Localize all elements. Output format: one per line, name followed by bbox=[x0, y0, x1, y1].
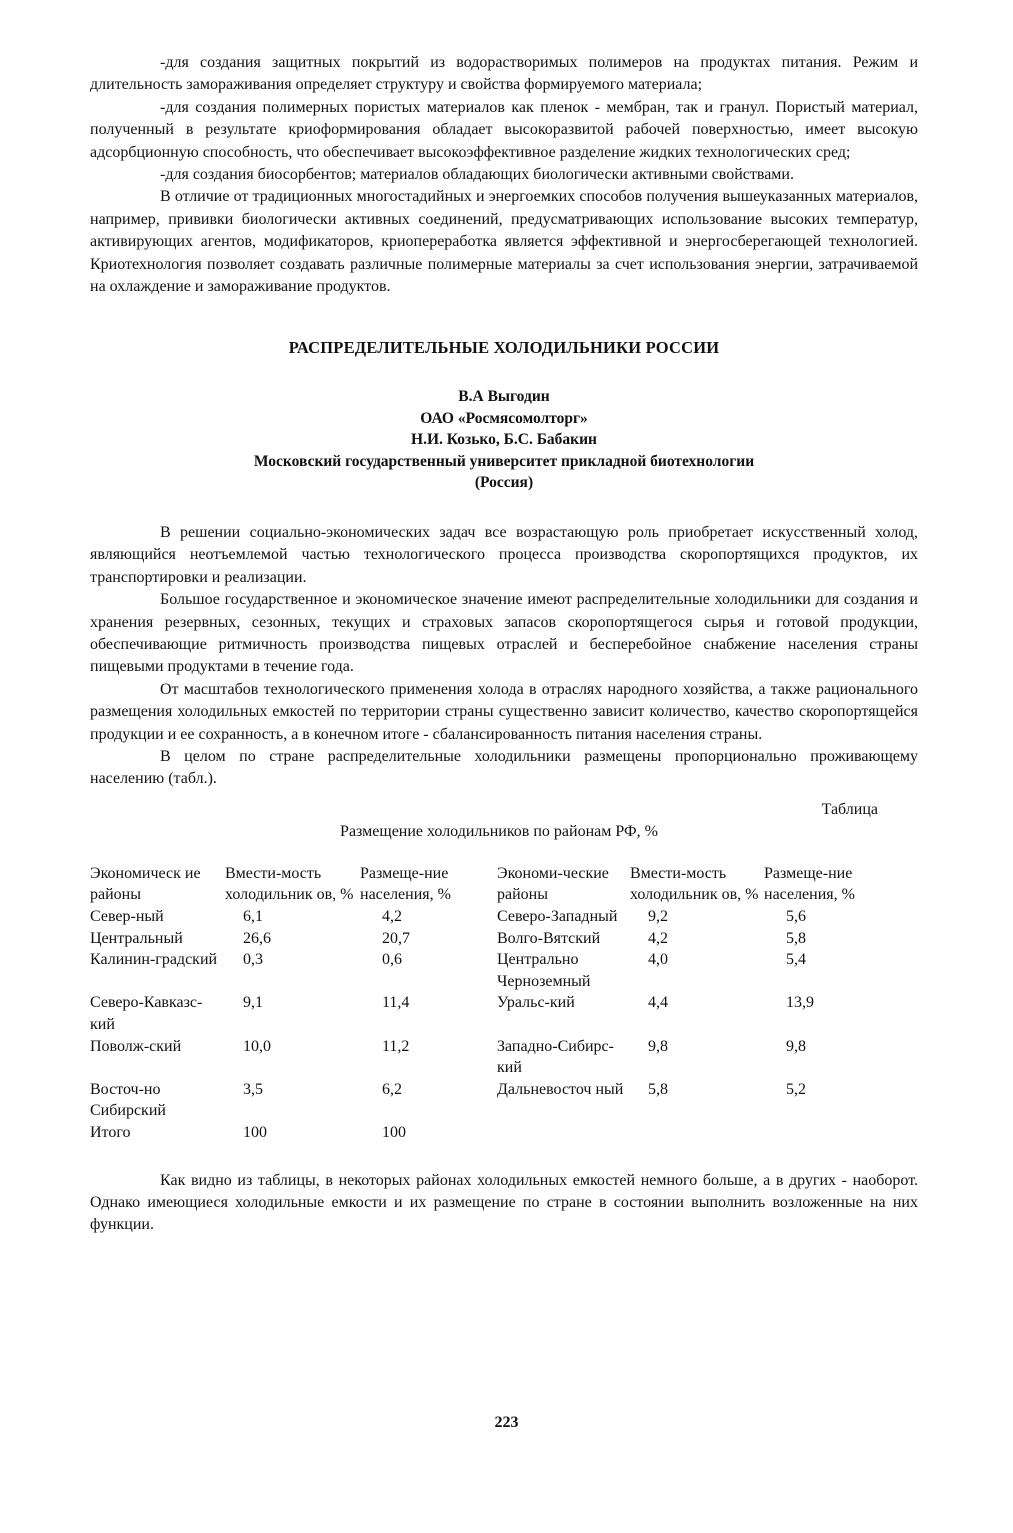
table-total-row bbox=[90, 1122, 890, 1144]
table-cell: 20,7 bbox=[382, 929, 410, 947]
affiliation-line-1: ОАО «Росмясомолторг» bbox=[420, 409, 588, 427]
table-cell: 11,4 bbox=[382, 994, 410, 1012]
author-line-2: Н.И. Козько, Б.С. Бабакин bbox=[411, 431, 597, 449]
table-row bbox=[90, 992, 890, 1035]
table-cell: Северо-Западный bbox=[497, 908, 618, 926]
table-cell bbox=[497, 1122, 630, 1144]
table-title: Размещение холодильников по районам РФ, % bbox=[340, 822, 658, 840]
table-row bbox=[90, 928, 890, 950]
table-cell: Итого bbox=[90, 1123, 131, 1141]
table-cell: 9,2 bbox=[648, 908, 668, 926]
table-cell: 100 bbox=[382, 1123, 406, 1141]
header-capacity-right: Вмести-мость холодильник ов, % bbox=[630, 864, 759, 904]
header-capacity-left: Вмести-мость холодильник ов, % bbox=[225, 864, 354, 904]
table-cell: Центрально Черноземный bbox=[497, 951, 591, 990]
table-cell: 0,3 bbox=[243, 951, 263, 969]
table-cell: 26,6 bbox=[243, 929, 271, 947]
table-cell: 13,9 bbox=[786, 994, 814, 1012]
table-cell: Северо-Кавказс-кий bbox=[90, 994, 203, 1033]
table-cell: 5,8 bbox=[648, 1080, 668, 1098]
table-cell: 11,2 bbox=[382, 1037, 410, 1055]
table-cell bbox=[630, 1122, 764, 1144]
table-cell: Поволж-ский bbox=[90, 1037, 182, 1055]
table-cell: 100 bbox=[243, 1123, 267, 1141]
table-cell: Восточ-но Сибирский bbox=[90, 1080, 166, 1120]
header-region-right: Экономи-ческие районы bbox=[497, 864, 609, 904]
table-cell bbox=[764, 1122, 890, 1144]
table-cell: 9,8 bbox=[648, 1037, 668, 1055]
refrigerator-distribution-table bbox=[90, 863, 890, 1144]
author-line-1: В.А Выгодин bbox=[458, 388, 550, 406]
body-paragraph-4: В целом по стране распределительные холодильники размещены пропорционально проживающему населению (табл.). bbox=[90, 748, 918, 788]
table-label: Таблица bbox=[821, 800, 878, 818]
body-paragraph-2: Большое государственное и экономическое значение имеют распределительные холодильники для создания и хранения резервных, сезонных, текущих и страховых запасов скоропортящегося сырья и готовой продукции, обеспечивающие ритмичность производства пищевых отраслей и бесперебойное снабжение населения страны пищевыми продуктами в течение года. bbox=[90, 591, 918, 676]
country-line: (Россия) bbox=[474, 474, 534, 492]
article-body bbox=[90, 522, 918, 791]
table-cell: 9,1 bbox=[243, 994, 263, 1012]
page-number: 223 bbox=[494, 1414, 519, 1431]
table-cell: 5,6 bbox=[786, 908, 806, 926]
table-cell: Центральный bbox=[90, 929, 183, 947]
header-population-left: Размеще-ние населения, % bbox=[360, 864, 451, 904]
table-cell: Уральс-кий bbox=[497, 994, 575, 1012]
article-title: РАСПРЕДЕЛИТЕЛЬНЫЕ ХОЛОДИЛЬНИКИ РОССИИ bbox=[288, 338, 720, 358]
table-row bbox=[90, 949, 890, 992]
table-row bbox=[90, 1079, 890, 1122]
table-cell: 4,2 bbox=[648, 929, 668, 947]
table-cell: 5,2 bbox=[786, 1080, 806, 1098]
closing-paragraph: Как видно из таблицы, в некоторых районах холодильных емкостей немного больше, а в других - наоборот. Однако имеющиеся холодильные емкости и их размещение по стране в состоянии выполнить возложенные на них функции. bbox=[90, 1171, 918, 1234]
author-block bbox=[90, 386, 918, 494]
table-cell: 5,8 bbox=[786, 929, 806, 947]
table-cell: Калинин-градский bbox=[90, 951, 218, 969]
intro-paragraph-3: -для создания биосорбентов; материалов обладающих биологически активными свойствами. bbox=[160, 166, 794, 184]
header-population-right: Размеще-ние населения, % bbox=[764, 864, 855, 904]
page-content bbox=[90, 52, 918, 1237]
body-paragraph-1: В решении социально-экономических задач все возрастающую роль приобретает искусственный холод, являющийся неотъемлемой частью технологического процесса производства скоропортящихся продуктов, их транспортировки и реализации. bbox=[90, 523, 918, 586]
table-cell: 5,4 bbox=[786, 951, 806, 969]
table-cell: 0,6 bbox=[382, 951, 402, 969]
table-cell: 6,1 bbox=[243, 908, 263, 926]
body-paragraph-3: От масштабов технологического применения холода в отраслях народного хозяйства, а также рационального размещения холодильных емкостей по территории страны существенно зависит количество, качество скоропортящейся продукции и ее сохранность, а в конечном итоге - сбалансированность питания населения страны. bbox=[90, 680, 918, 743]
header-region-left: Экономическ ие районы bbox=[90, 864, 201, 904]
table-cell: 6,2 bbox=[382, 1080, 402, 1098]
table-cell: 3,5 bbox=[243, 1080, 263, 1098]
affiliation-line-2: Московский государственный университет прикладной биотехнологии bbox=[253, 452, 755, 470]
table-cell: Север-ный bbox=[90, 908, 164, 926]
table-header-row bbox=[90, 863, 890, 906]
table-cell: 9,8 bbox=[786, 1037, 806, 1055]
table-cell: 4,4 bbox=[648, 994, 668, 1012]
intro-paragraph-4: В отличие от традиционных многостадийных и энергоемких способов получения вышеуказанных материалов, например, прививки биологически активных соединений, предусматривающих использование высоких температур, активирующих агентов, модификаторов, криопереработка является эффективной и энергосберегающей технологией. Криотехнология позволяет создавать различные полимерные материалы за счет использования энергии, затрачиваемой на охлаждение и замораживание продуктов. bbox=[90, 188, 918, 296]
table-row bbox=[90, 1036, 890, 1079]
intro-paragraph-1: -для создания защитных покрытий из водорастворимых полимеров на продуктах питания. Режим и длительность замораживания определяет структуру и свойства формируемого материала; bbox=[90, 54, 918, 94]
table-cell: Западно-Сибирс-кий bbox=[497, 1037, 614, 1077]
table-cell: Дальневосточ ный bbox=[497, 1080, 624, 1098]
intro-paragraph-2: -для создания полимерных пористых материалов как пленок - мембран, так и гранул. Пористый материал, полученный в результате криоформирования обладает высокоразвитой рабочей поверхностью, имеет высокую адсорбционную способность, что обеспечивает высокоэффективное разделение жидких технологических сред; bbox=[90, 98, 918, 161]
table-cell: Волго-Вятский bbox=[497, 929, 601, 947]
table-row bbox=[90, 906, 890, 928]
table-cell: 4,0 bbox=[648, 951, 668, 969]
table-cell: 10,0 bbox=[243, 1037, 271, 1055]
table-cell: 4,2 bbox=[382, 908, 402, 926]
